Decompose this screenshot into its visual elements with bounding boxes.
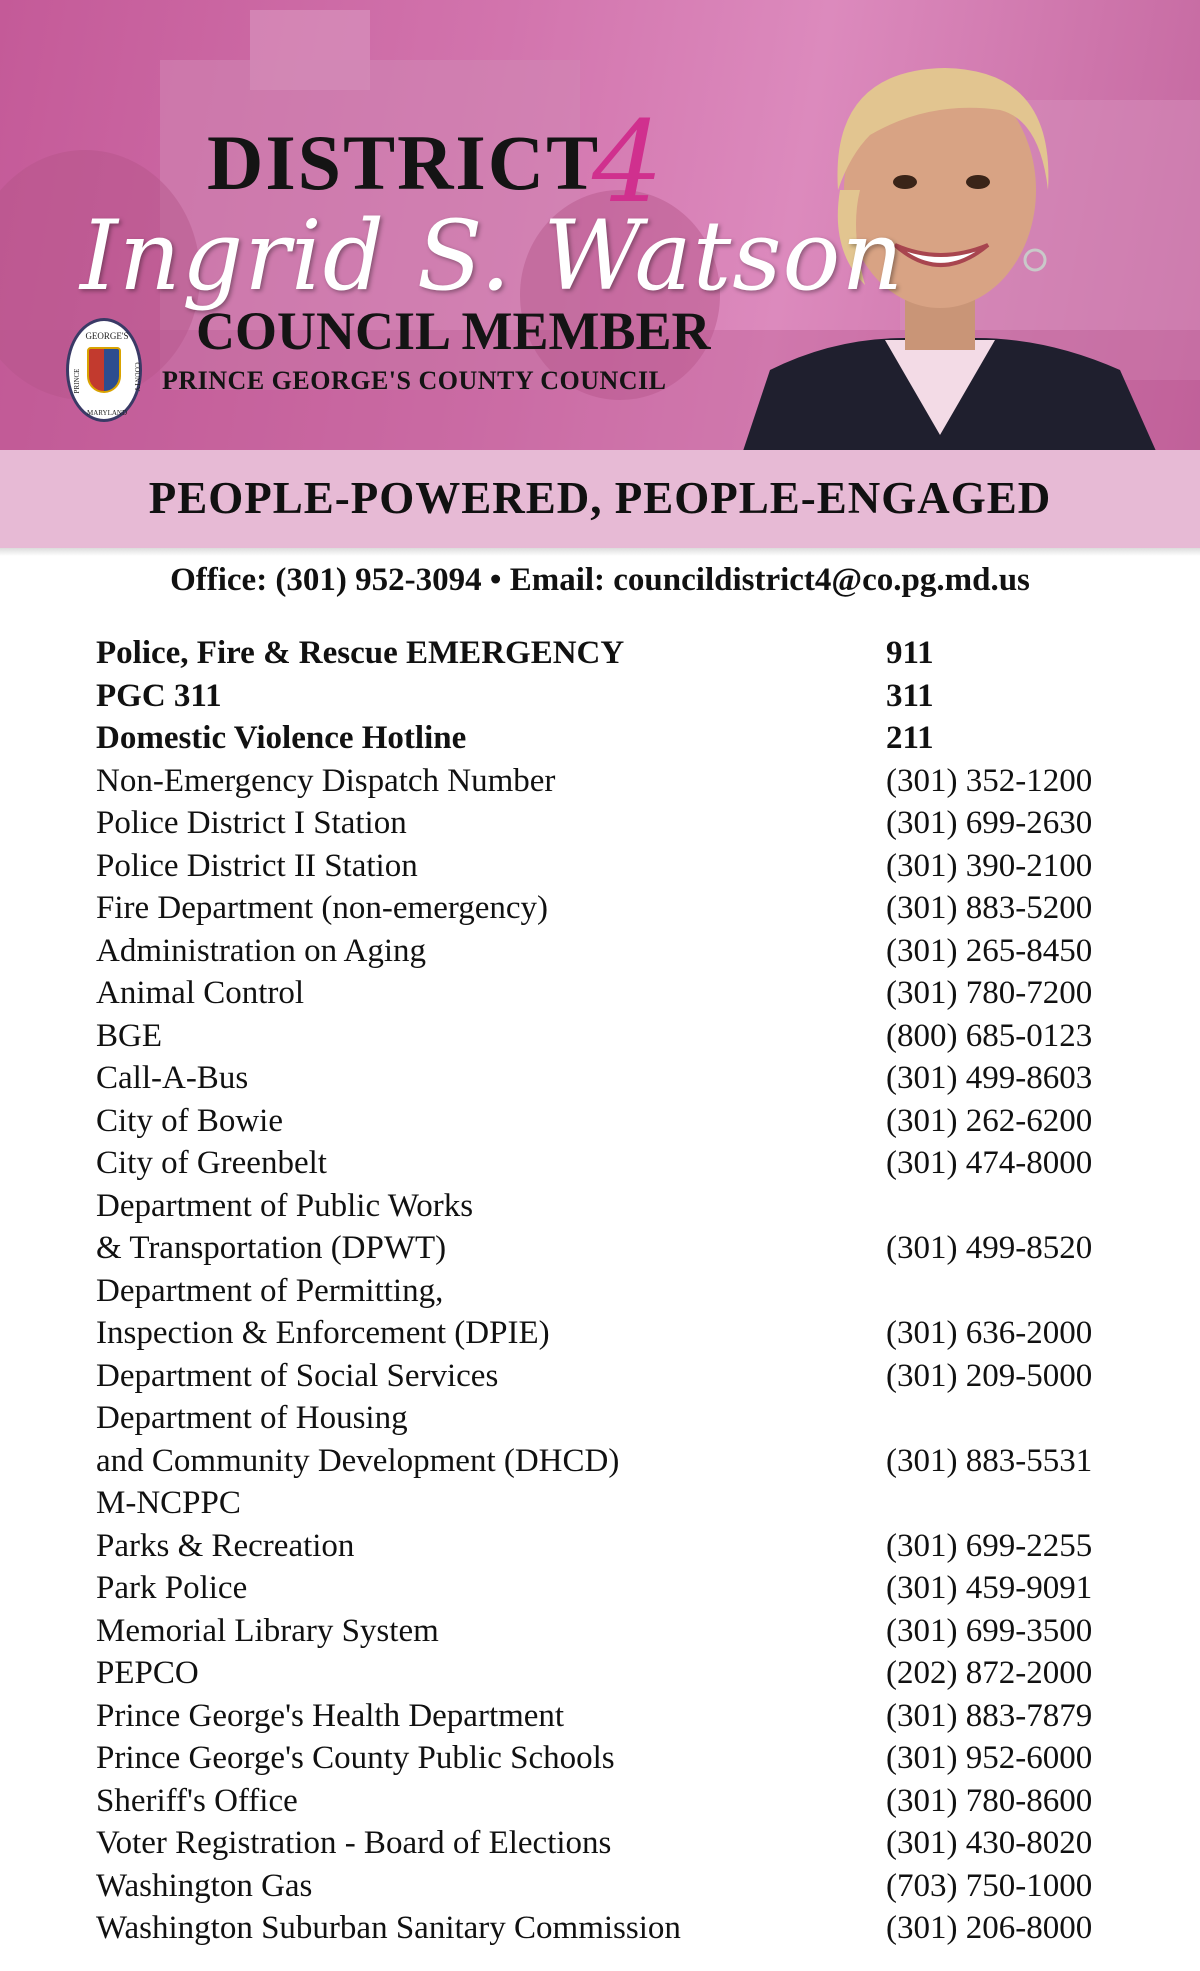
directory-row	[96, 760, 1116, 803]
directory-row	[96, 1525, 1116, 1568]
directory-row	[96, 1227, 1116, 1270]
district-number: 4	[592, 98, 664, 228]
header-banner	[0, 0, 1200, 450]
shield-icon	[87, 347, 121, 393]
member-name: Ingrid S. Watson	[80, 200, 905, 312]
directory-entry-phone: (301) 352-1200	[886, 762, 1093, 799]
directory-entry-phone: (301) 636-2000	[886, 1315, 1093, 1351]
directory-entry-phone: (301) 390-2100	[886, 847, 1093, 884]
directory-entry-name: Administration on Aging	[96, 932, 426, 969]
directory-entry-name: Police District II Station	[96, 847, 418, 884]
directory-entry-name: Domestic Violence Hotline	[96, 720, 467, 756]
directory-entry-phone: (301) 883-5531	[886, 1442, 1093, 1479]
directory-entry-phone: (301) 430-8020	[886, 1825, 1093, 1861]
directory-entry-name: Prince George's County Public Schools	[96, 1740, 615, 1776]
phone-directory	[96, 632, 1116, 1950]
directory-row	[96, 1780, 1116, 1823]
seal-right-text: COUNTY	[133, 362, 141, 392]
directory-row	[96, 1057, 1116, 1100]
contact-line: Office: (301) 952-3094 • Email: councildistrict4@co.pg.md.us	[170, 562, 1030, 598]
directory-entry-phone: (301) 499-8603	[886, 1060, 1093, 1096]
role-title: COUNCIL MEMBER	[196, 301, 711, 361]
directory-row	[96, 632, 1116, 675]
directory-row	[96, 1865, 1116, 1908]
directory-row	[96, 1737, 1116, 1780]
directory-entry-name: Department of Housing	[96, 1400, 408, 1436]
district-label: DISTRICT	[207, 119, 601, 206]
directory-entry-phone: (301) 699-2255	[886, 1527, 1093, 1564]
seal-top-text: GEORGE'S	[85, 331, 129, 341]
directory-row	[96, 1822, 1116, 1865]
directory-entry-name: Washington Gas	[96, 1867, 313, 1904]
directory-entry-phone: (301) 883-7879	[886, 1697, 1093, 1734]
directory-row	[96, 1270, 1116, 1313]
divider	[0, 548, 1200, 556]
directory-row	[96, 1482, 1116, 1525]
county-seal-icon	[66, 318, 142, 422]
directory-row	[96, 1185, 1116, 1228]
directory-entry-name: Fire Department (non-emergency)	[96, 890, 549, 926]
directory-entry-name: Inspection & Enforcement (DPIE)	[96, 1315, 550, 1351]
directory-entry-name: City of Bowie	[96, 1102, 283, 1139]
directory-entry-phone: (800) 685-0123	[886, 1017, 1093, 1054]
directory-entry-phone: (301) 474-8000	[886, 1145, 1093, 1181]
directory-row	[96, 717, 1116, 760]
directory-entry-phone: 211	[886, 720, 934, 756]
directory-entry-name: Department of Social Services	[96, 1357, 499, 1394]
directory-entry-phone: (301) 699-3500	[886, 1612, 1093, 1649]
directory-row	[96, 1695, 1116, 1738]
directory-entry-phone: (202) 872-2000	[886, 1655, 1093, 1691]
directory-entry-name: PEPCO	[96, 1655, 199, 1691]
directory-entry-phone: 311	[886, 677, 934, 714]
directory-entry-name: Washington Suburban Sanitary Commission	[96, 1910, 681, 1946]
directory-entry-name: Police, Fire & Rescue EMERGENCY	[96, 635, 625, 671]
directory-entry-name: Call-A-Bus	[96, 1060, 249, 1096]
directory-entry-phone: (301) 780-7200	[886, 975, 1093, 1011]
directory-row	[96, 802, 1116, 845]
directory-row	[96, 887, 1116, 930]
directory-entry-name: Park Police	[96, 1570, 248, 1606]
directory-row	[96, 1142, 1116, 1185]
directory-entry-name: Memorial Library System	[96, 1612, 439, 1649]
directory-entry-phone: (301) 699-2630	[886, 805, 1093, 841]
directory-entry-phone: (703) 750-1000	[886, 1867, 1093, 1904]
directory-row	[96, 1312, 1116, 1355]
directory-row	[96, 972, 1116, 1015]
directory-row	[96, 1610, 1116, 1653]
directory-entry-name: Police District I Station	[96, 805, 407, 841]
directory-entry-name: & Transportation (DPWT)	[96, 1230, 447, 1266]
directory-row	[96, 675, 1116, 718]
directory-entry-phone: (301) 262-6200	[886, 1102, 1093, 1139]
directory-row	[96, 1652, 1116, 1695]
directory-row	[96, 1015, 1116, 1058]
directory-entry-name: Sheriff's Office	[96, 1782, 298, 1819]
council-name: PRINCE GEORGE'S COUNTY COUNCIL	[162, 366, 667, 395]
directory-row	[96, 930, 1116, 973]
directory-entry-name: Department of Public Works	[96, 1187, 474, 1224]
directory-entry-name: Prince George's Health Department	[96, 1697, 565, 1734]
directory-row	[96, 845, 1116, 888]
directory-entry-name: Voter Registration - Board of Elections	[96, 1825, 612, 1861]
seal-bottom-text: MARYLAND	[86, 409, 128, 417]
directory-entry-name: Parks & Recreation	[96, 1527, 355, 1564]
directory-row	[96, 1355, 1116, 1398]
directory-entry-name: BGE	[96, 1017, 162, 1054]
directory-row	[96, 1907, 1116, 1950]
directory-row	[96, 1100, 1116, 1143]
directory-entry-phone: (301) 459-9091	[886, 1570, 1093, 1606]
directory-entry-name: and Community Development (DHCD)	[96, 1442, 620, 1479]
directory-entry-name: City of Greenbelt	[96, 1145, 327, 1181]
tagline: PEOPLE-POWERED, PEOPLE-ENGAGED	[148, 473, 1052, 523]
directory-row	[96, 1440, 1116, 1483]
directory-entry-phone: 911	[886, 635, 934, 671]
directory-row	[96, 1567, 1116, 1610]
directory-entry-name: Department of Permitting,	[96, 1272, 444, 1309]
directory-entry-name: Non-Emergency Dispatch Number	[96, 762, 556, 799]
directory-entry-phone: (301) 265-8450	[886, 932, 1093, 969]
directory-entry-name: M-NCPPC	[96, 1485, 241, 1521]
directory-entry-name: PGC 311	[96, 677, 222, 714]
seal-left-text: PRINCE	[73, 368, 81, 394]
directory-entry-phone: (301) 883-5200	[886, 890, 1093, 926]
directory-entry-name: Animal Control	[96, 975, 305, 1011]
directory-entry-phone: (301) 499-8520	[886, 1230, 1093, 1266]
directory-entry-phone: (301) 206-8000	[886, 1910, 1093, 1946]
directory-entry-phone: (301) 952-6000	[886, 1740, 1093, 1776]
directory-row	[96, 1397, 1116, 1440]
directory-entry-phone: (301) 780-8600	[886, 1782, 1093, 1819]
directory-entry-phone: (301) 209-5000	[886, 1357, 1093, 1394]
